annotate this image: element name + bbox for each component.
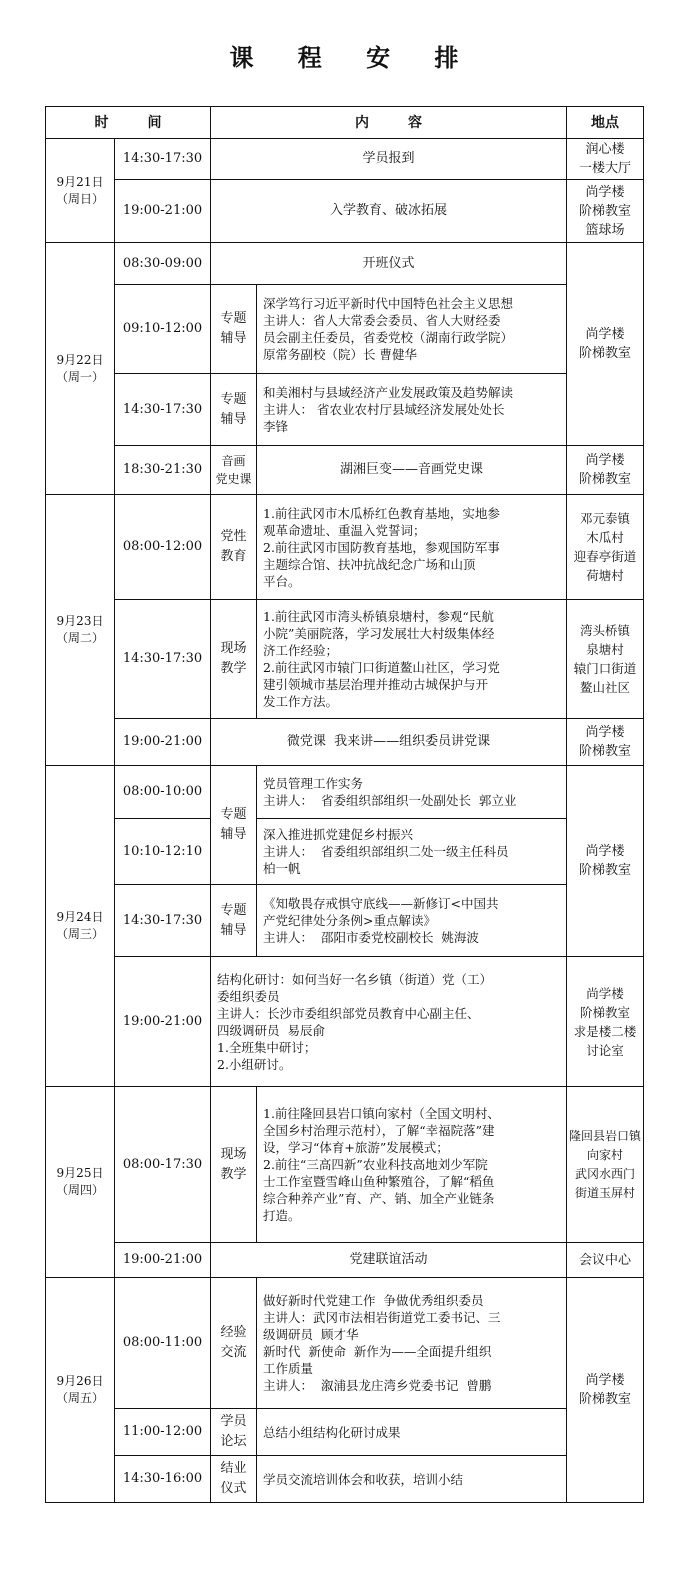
location-line: 尚学楼 <box>585 184 625 200</box>
time-cell: 14:30-17:30 <box>115 139 211 180</box>
content-line: 士工作室暨雪峰山鱼种繁殖谷，了解“稻鱼 <box>263 1174 495 1189</box>
category-label: 交流 <box>220 1345 247 1360</box>
content-line: 员会副主任委员，省委党校（湖南行政学院） <box>263 330 514 345</box>
content-cell: 湖湘巨变——音画党史课 <box>257 446 567 495</box>
content-line: 主讲人： 溆浦县龙庄湾乡党委书记 曾鹏 <box>263 1378 492 1393</box>
location-line: 尚学楼 <box>586 985 624 1001</box>
content-line: 全国乡村治理示范村），了解“幸福院落”建 <box>263 1123 495 1138</box>
content-cell <box>211 957 567 1087</box>
table-row <box>46 1409 644 1456</box>
content-line: 级调研员 顾才华 <box>263 1327 359 1342</box>
content-line: 柏一帆 <box>263 861 301 876</box>
header-content: 内 容 <box>211 107 567 139</box>
time-cell: 19:00-21:00 <box>115 957 211 1087</box>
content-line: 2.前往“三高四新”农业科技高地刘少军院 <box>263 1157 488 1172</box>
date-cell <box>46 766 115 1087</box>
weekday-label: （周四） <box>55 1183 104 1197</box>
table-row <box>46 446 644 495</box>
location-line: 武冈水西门 <box>574 1166 635 1181</box>
category-cell <box>211 374 257 446</box>
date-label: 9月25日 <box>56 1166 104 1180</box>
schedule-table <box>45 106 644 1503</box>
content-cell <box>257 885 567 957</box>
location-cell <box>567 243 644 446</box>
content-line: 产党纪律处分条例>重点解读》 <box>263 913 436 928</box>
content-cell: 微党课 我来讲——组织委员讲党课 <box>211 719 567 766</box>
content-line: 打造。 <box>263 1208 301 1223</box>
location-line: 阶梯教室 <box>578 472 631 487</box>
table-row <box>46 766 644 819</box>
content-cell <box>257 374 567 446</box>
content-line: 观革命遗址、重温入党誓词； <box>263 522 426 538</box>
content-line: 主题综合馆、扶冲抗战纪念广场和山顶 <box>263 556 476 572</box>
table-row <box>46 1087 644 1243</box>
time-cell: 08:00-10:00 <box>115 766 211 819</box>
category-cell <box>211 885 257 957</box>
table-row <box>46 180 644 243</box>
location-line: 木瓜村 <box>586 530 624 545</box>
category-label: 现场 <box>220 1146 247 1162</box>
table-row <box>46 139 644 180</box>
time-cell: 11:00-12:00 <box>115 1409 211 1456</box>
header-location: 地点 <box>567 107 644 139</box>
time-cell: 09:10-12:00 <box>115 285 211 374</box>
category-cell <box>211 1409 257 1456</box>
location-line: 向家村 <box>586 1147 623 1162</box>
content-line: 2.小组研讨。 <box>217 1056 292 1072</box>
table-row <box>46 885 644 957</box>
category-cell <box>211 285 257 374</box>
date-cell <box>46 495 115 766</box>
location-line: 尚学楼 <box>585 327 625 342</box>
location-line: 荷塘村 <box>586 568 624 583</box>
date-label: 9月23日 <box>56 614 104 628</box>
table-row <box>46 495 644 600</box>
location-cell <box>567 766 644 957</box>
content-line: 主讲人： 省委组织部组织一处副处长 郭立业 <box>263 793 517 808</box>
content-line: 新时代 新使命 新作为——全面提升组织 <box>263 1344 492 1359</box>
content-cell <box>257 766 567 819</box>
table-row <box>46 1456 644 1503</box>
content-cell <box>257 1087 567 1243</box>
category-label: 辅导 <box>220 331 247 346</box>
content-line: 主讲人：长沙市委组织部党员教育中心副主任、 <box>217 1005 480 1021</box>
location-line: 会议中心 <box>578 1252 631 1268</box>
category-label: 党性 <box>220 529 247 544</box>
header-row <box>46 107 644 139</box>
category-cell <box>211 766 257 885</box>
table-row <box>46 243 644 285</box>
content-cell <box>257 1278 567 1409</box>
location-line: 湾头桥镇 <box>579 623 630 638</box>
location-line: 辕门口街道 <box>573 661 637 676</box>
location-cell <box>567 719 644 766</box>
date-cell <box>46 243 115 495</box>
date-label: 9月26日 <box>56 1374 104 1388</box>
content-line: 1.前往隆回县岩口镇向家村（全国文明村、 <box>263 1106 500 1121</box>
table-row <box>46 374 644 446</box>
content-line: 小院”美丽院落，学习发展壮大村级集体经 <box>263 626 495 641</box>
content-line: 1.前往武冈市木瓜桥红色教育基地，实地参 <box>263 505 500 521</box>
time-cell: 08:00-12:00 <box>115 495 211 600</box>
content-cell: 学员报到 <box>211 139 567 180</box>
time-cell: 08:30-09:00 <box>115 243 211 285</box>
content-line: 主讲人： 省委组织部组织二处一级主任科员 <box>263 844 509 859</box>
content-line: 建引领城市基层治理并推动古城保护与开 <box>263 677 489 692</box>
content-line: 深入推进抓党建促乡村振兴 <box>263 827 414 842</box>
category-label: 辅导 <box>220 827 247 842</box>
content-line: 主讲人： 邵阳市委党校副校长 姚海波 <box>263 930 479 945</box>
location-cell <box>567 1087 644 1243</box>
content-line: 李锋 <box>263 419 289 434</box>
location-cell <box>567 180 644 243</box>
location-line: 阶梯教室 <box>578 203 631 219</box>
location-cell <box>567 957 644 1087</box>
content-line: 深学笃行习近平新时代中国特色社会主义思想 <box>263 296 514 311</box>
category-cell <box>211 1456 257 1503</box>
category-label: 结业 <box>220 1461 247 1476</box>
page-title: 课 程 安 排 <box>229 43 477 72</box>
location-line: 阶梯教室 <box>578 744 631 759</box>
location-line: 街道玉屏村 <box>574 1185 635 1200</box>
location-cell <box>567 446 644 495</box>
content-cell <box>257 495 567 600</box>
date-label: 9月22日 <box>56 352 104 367</box>
date-cell <box>46 139 115 243</box>
weekday-label: （周日） <box>55 191 104 206</box>
table-row <box>46 819 644 885</box>
content-line: 综合种养产业”育、产、销、加全产业链条 <box>263 1191 495 1206</box>
date-cell <box>46 1087 115 1278</box>
content-line: 发工作方法。 <box>263 694 339 709</box>
time-cell: 14:30-17:30 <box>115 885 211 957</box>
table-row <box>46 600 644 719</box>
location-cell <box>567 495 644 600</box>
location-cell <box>567 600 644 719</box>
content-cell <box>257 819 567 885</box>
category-label: 仪式 <box>220 1481 247 1496</box>
category-label: 专题 <box>220 902 247 918</box>
time-cell: 18:30-21:30 <box>115 446 211 495</box>
location-line: 阶梯教室 <box>579 1004 630 1020</box>
category-label: 教学 <box>220 661 247 676</box>
content-cell: 党建联谊活动 <box>211 1243 567 1278</box>
content-line: 工作质量 <box>263 1361 314 1376</box>
time-cell: 14:30-17:30 <box>115 374 211 446</box>
weekday-label: （周二） <box>55 631 104 645</box>
category-cell <box>211 446 257 495</box>
location-line: 尚学楼 <box>585 1373 625 1388</box>
category-label: 党史课 <box>215 472 252 486</box>
table-row <box>46 957 644 1087</box>
time-cell: 19:00-21:00 <box>115 1243 211 1278</box>
category-label: 辅导 <box>220 411 247 427</box>
category-label: 论坛 <box>220 1434 247 1449</box>
weekday-label: （周一） <box>55 369 104 384</box>
category-cell <box>211 1087 257 1243</box>
category-label: 教学 <box>220 1166 247 1182</box>
location-line: 泉塘村 <box>586 642 624 657</box>
content-cell <box>257 285 567 374</box>
category-cell <box>211 495 257 600</box>
category-label: 现场 <box>220 641 247 656</box>
date-cell <box>46 1278 115 1503</box>
category-cell <box>211 1278 257 1409</box>
category-label: 音画 <box>221 454 246 468</box>
content-line: 平台。 <box>263 573 301 589</box>
category-label: 专题 <box>220 391 247 407</box>
location-line: 阶梯教室 <box>578 863 631 878</box>
content-line: 主讲人：武冈市法相岩街道党工委书记、三 <box>263 1310 501 1325</box>
location-line: 阶梯教室 <box>578 1392 631 1407</box>
category-label: 辅导 <box>220 922 247 938</box>
location-line: 尚学楼 <box>585 453 625 468</box>
content-line: 1.前往武冈市湾头桥镇泉塘村，参观“民航 <box>263 609 494 624</box>
table-row <box>46 1243 644 1278</box>
time-cell: 10:10-12:10 <box>115 819 211 885</box>
content-line: 党员管理工作实务 <box>263 776 364 791</box>
location-line: 讨论室 <box>586 1042 624 1058</box>
content-line: 主讲人：省人大常委会委员、省人大财经委 <box>263 313 501 328</box>
location-line: 尚学楼 <box>585 725 625 740</box>
content-line: 委组织委员 <box>217 988 280 1004</box>
location-line: 迎春亭街道 <box>573 549 637 564</box>
content-cell <box>257 600 567 719</box>
category-label: 专题 <box>220 311 247 326</box>
table-row <box>46 1278 644 1409</box>
location-cell <box>567 1243 644 1278</box>
category-label: 专题 <box>220 807 247 822</box>
time-cell: 08:00-11:00 <box>115 1278 211 1409</box>
date-label: 9月21日 <box>56 174 104 189</box>
content-line: 1.全班集中研讨； <box>217 1039 317 1055</box>
location-line: 鳌山社区 <box>579 680 630 695</box>
time-cell: 14:30-17:30 <box>115 600 211 719</box>
time-cell: 08:00-17:30 <box>115 1087 211 1243</box>
location-line: 润心楼 <box>585 142 625 157</box>
content-line: 四级调研员 易辰俞 <box>217 1022 325 1038</box>
category-cell <box>211 600 257 719</box>
content-line: 总结小组结构化研讨成果 <box>263 1424 401 1440</box>
content-line: 做好新时代党建工作 争做优秀组织委员 <box>263 1293 484 1308</box>
category-label: 教育 <box>220 549 247 564</box>
content-line: 济工作经验； <box>263 643 339 658</box>
category-label: 经验 <box>220 1325 247 1340</box>
content-line: 和美湘村与县域经济产业发展政策及趋势解读 <box>263 385 514 400</box>
table-row <box>46 285 644 374</box>
weekday-label: （周三） <box>55 927 104 941</box>
location-cell <box>567 139 644 180</box>
time-cell: 19:00-21:00 <box>115 180 211 243</box>
content-cell: 入学教育、破冰拓展 <box>211 180 567 243</box>
time-cell: 19:00-21:00 <box>115 719 211 766</box>
content-cell: 开班仪式 <box>211 243 567 285</box>
location-line: 一楼大厅 <box>578 161 631 176</box>
content-line: 2.前往武冈市国防教育基地，参观国防军事 <box>263 539 500 555</box>
table-row <box>46 719 644 766</box>
date-label: 9月24日 <box>56 910 104 924</box>
content-line: 主讲人： 省农业农村厅县域经济发展处处长 <box>263 402 505 417</box>
location-line: 邓元泰镇 <box>579 511 630 526</box>
location-line: 隆回县岩口镇 <box>568 1128 641 1143</box>
content-line: 2.前往武冈市辕门口街道鳌山社区，学习党 <box>263 660 500 675</box>
category-label: 学员 <box>220 1414 247 1429</box>
location-cell <box>567 1278 644 1503</box>
content-line: 结构化研讨：如何当好一名乡镇（街道）党（工） <box>217 971 493 987</box>
time-cell: 14:30-16:00 <box>115 1456 211 1503</box>
location-line: 尚学楼 <box>585 844 625 859</box>
location-line: 求是楼二楼 <box>573 1023 637 1039</box>
weekday-label: （周五） <box>55 1391 104 1405</box>
location-line: 篮球场 <box>585 222 625 238</box>
content-cell <box>257 1456 567 1503</box>
content-line: 《知敬畏存戒惧守底线——新修订<中国共 <box>263 896 499 911</box>
location-line: 阶梯教室 <box>578 346 631 361</box>
content-line: 原常务副校（院）长 曹健华 <box>263 347 417 362</box>
content-line: 设，学习“体育+旅游”发展模式； <box>263 1140 449 1155</box>
content-line: 学员交流培训体会和收获，培训小结 <box>263 1471 464 1487</box>
content-cell <box>257 1409 567 1456</box>
header-time: 时 间 <box>46 107 211 139</box>
